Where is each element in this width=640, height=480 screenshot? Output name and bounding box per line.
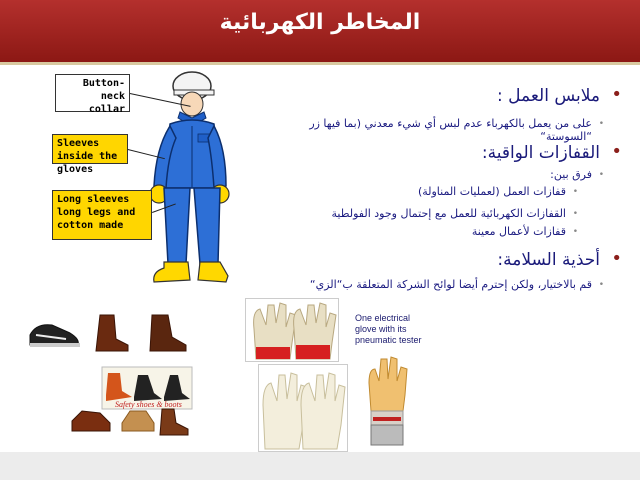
callout-sleeves-inside: Sleeves inside the gloves xyxy=(52,134,128,164)
sub-bullet-icon: • xyxy=(598,170,604,180)
sub-bullet-icon: • xyxy=(572,209,578,219)
shoes-caption: Safety shoes & boots xyxy=(115,400,182,409)
gloves-item-electrical: القفازات الكهربائية للعمل مع إحتمال وجود الفولطية xyxy=(331,207,566,220)
safety-shoes-photo xyxy=(22,305,197,450)
safety-shoes-item: قم بالاختيار، ولكن إحترم أيضا لوائح الشركة المتعلقة ب“الزي“ xyxy=(309,278,592,291)
bullet-icon: • xyxy=(611,84,622,105)
title-bar xyxy=(0,0,640,65)
electrical-glove-tester-photo xyxy=(355,355,425,450)
sub-bullet-icon: • xyxy=(572,187,578,197)
gloves-item-specific: قفازات لأعمال معينة xyxy=(471,225,566,238)
work-clothes-item: على من يعمل بالكهرباء عدم لبس أي شيء معدني (بما فيها زر “السوستة“ xyxy=(309,117,592,143)
slide-footer xyxy=(0,452,640,480)
leather-gloves-photo xyxy=(258,364,348,452)
heading-protective-gloves: القفازات الواقية: xyxy=(481,143,600,163)
electrical-glove-note: One electrical glove with its pneumatic tester xyxy=(355,313,422,345)
callout-collar: Button-neck collar xyxy=(55,74,130,112)
worker-illustration xyxy=(130,68,250,290)
gloves-item-intro: فرق بين: xyxy=(550,168,592,181)
slide-title: المخاطر الكهربائية xyxy=(219,10,421,35)
sub-bullet-icon: • xyxy=(598,119,604,129)
work-gloves-photo xyxy=(245,298,339,362)
gloves-item-work: قفازات العمل (لعمليات المناولة) xyxy=(417,185,566,198)
bullet-icon: • xyxy=(611,248,622,269)
callout-long-sleeves: Long sleeves long legs and cotton made xyxy=(52,190,152,240)
heading-safety-shoes: أحذية السلامة: xyxy=(497,250,600,270)
sub-bullet-icon: • xyxy=(598,280,604,290)
sub-bullet-icon: • xyxy=(572,227,578,237)
heading-work-clothes: ملابس العمل : xyxy=(497,86,600,106)
bullet-icon: • xyxy=(611,141,622,162)
